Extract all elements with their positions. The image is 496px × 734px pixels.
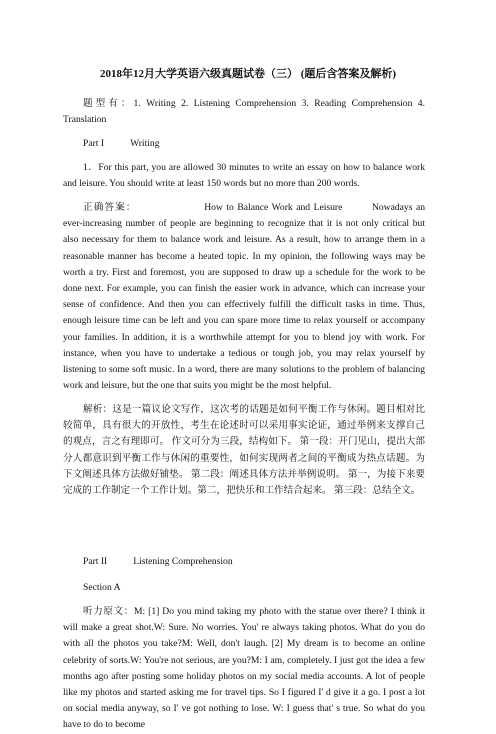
answer-title: How to Balance Work and Leisure: [204, 202, 343, 213]
listening-label: 听力原文：: [83, 606, 134, 617]
part1-name: Writing: [130, 138, 160, 149]
answer-label: 正确答案：: [83, 202, 137, 213]
question-types: 题型有：1. Writing 2. Listening Comprehension 3. Reading Comprehension 4. Translation: [63, 98, 425, 126]
listening-text: M: [1] Do you mind taking my photo with the statue over there? I think it will make a great shot.W: Sure. No worries. You' re always taking photos. What do you do with all the photos you take?M: Well, don't laugh. [2] My dream is to become an online celebrity of sorts.W: You're not serious, are you?M: I am, completely. I just got the idea a few months ago after posting some holiday photos on my social media accounts. A lot of people like my photos and started asking me for travel tips. So I figured I' d give it a go. I post a lot on social media anyway, so I' ve got nothing to lose. W: I guess that' s true. So what do you have to do to become: [63, 606, 425, 731]
part1-heading: [83, 136, 160, 152]
listening-transcript: [63, 604, 425, 731]
answer-block: [63, 200, 425, 394]
part1-label: Part I: [83, 138, 105, 149]
part2-label: Part II: [83, 556, 108, 567]
part2-name: Listening Comprehension: [133, 556, 233, 567]
question-1: 1．For this part, you are allowed 30 minutes to write an essay on how to balance work and leisure. You should write at least 150 words but no more than 200 words.: [63, 162, 425, 190]
analysis: 解析：这是一篇议论文写作，这次考的话题是如何平衡工作与休闲。题目相对比较简单，具有很大的开放性，考生在论述时可以采用事实论证，通过举例来支撑自己的观点，言之有理即可。 作文可分为三段，结构如下。 第一段：开门见山，提出大部分人都意识到平衡工作与休闲的重要性，如何实现两者之间的平衡成为热点话题。为下文阐述具体方法做好铺垫。 第二段：阐述具体方法并举例说明。 第一，为接下来要完成的工作制定一个工作计划。第二，把快乐和工作结合起来。 第三段：总结全文。: [63, 404, 425, 497]
answer-body: Nowadays an ever-increasing number of people are beginning to recognize that it is not only critical but also necessary for them to balance work and leisure. As a result, how to arrange them in a reasonable manner has become a heated topic. In my opinion, the following ways may be worth a try. First and foremost, you are supposed to draw up a schedule for the work to be done next. For example, you can finish the easier work in advance, which can increase your sense of confidence. And then you can effectively fulfill the difficult tasks in time. Thus, enough leisure time can be left and you can spare more time to relax yourself or accompany your families. In addition, it is a worthwhile attempt for you to blend joy with work. For instance, when you have to undertake a tedious or tough job, you may relax yourself by listening to some soft music. In a word, there are many solutions to the problem of balancing work and leisure, but the one that suits you might be the most helpful.: [63, 202, 426, 392]
section-a-heading: Section A: [83, 582, 121, 593]
document-title: 2018年12月大学英语六级真题试卷（三） (题后含答案及解析): [99, 68, 397, 80]
part2-heading: [83, 554, 233, 570]
